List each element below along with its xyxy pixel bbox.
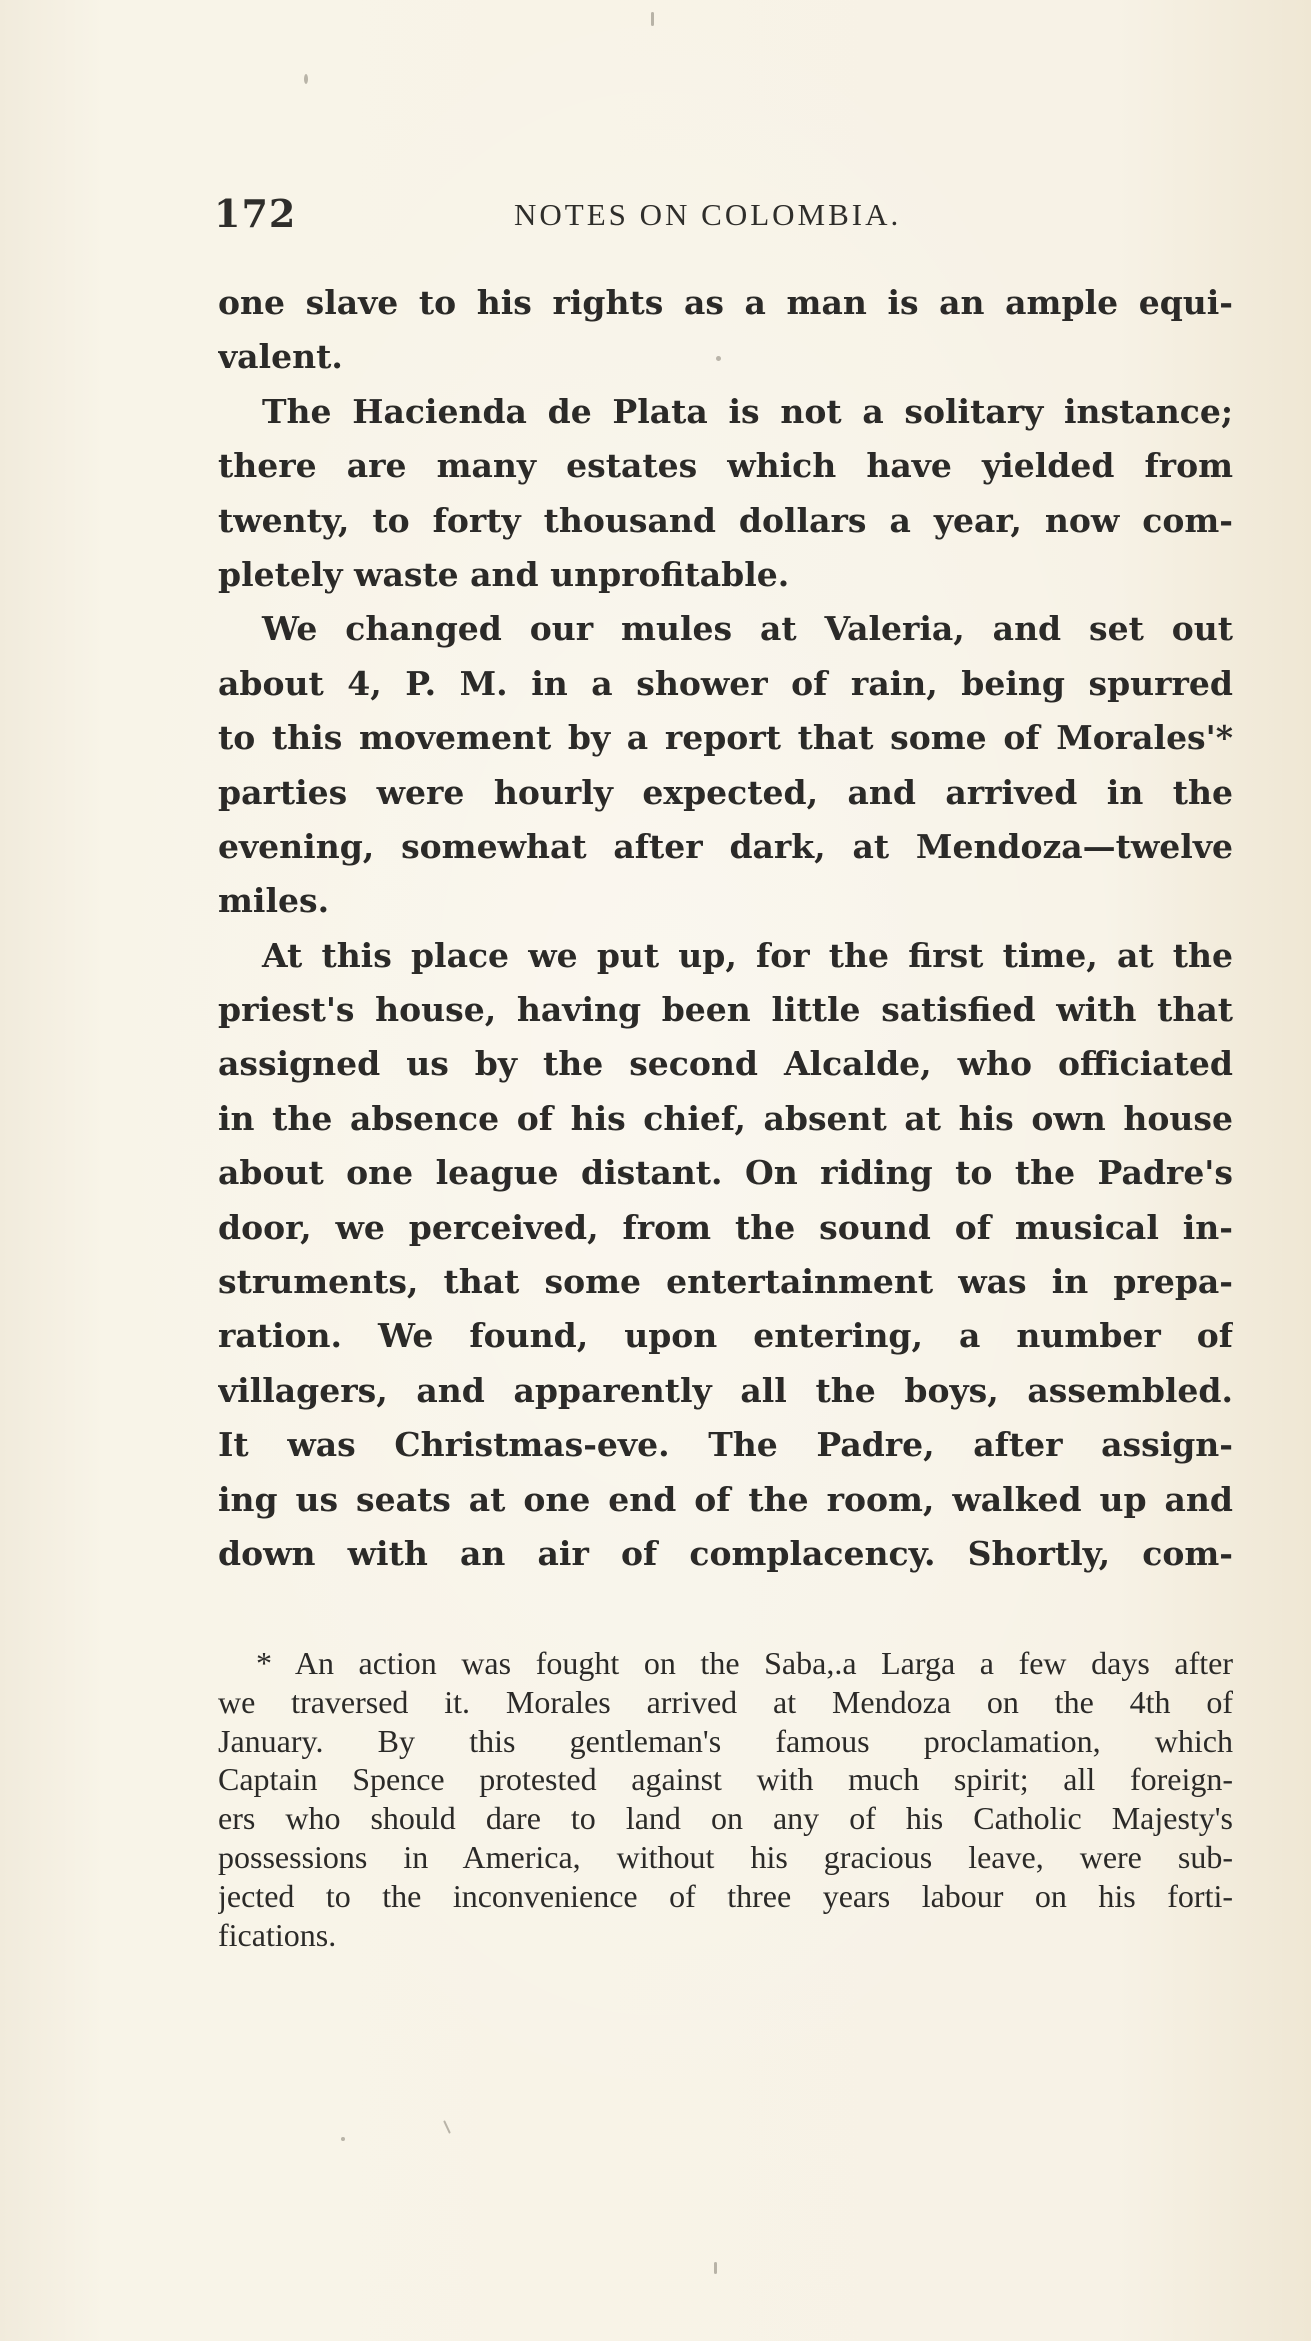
footnote-line: jected to the inconvenience of three years labour on his forti- [218,1877,1233,1914]
footnote-line: * An action was fought on the Saba,.a Larga a few days after [256,1645,1233,1681]
text-line: ing us seats at one end of the room, walked up and [218,1479,1233,1519]
text-line: villagers, and apparently all the boys, assembled. [218,1370,1233,1410]
paper-speck [714,2262,717,2274]
text-line: down with an air of complacency. Shortly, com- [218,1533,1233,1573]
text-line: in the absence of his chief, absent at his own house [218,1098,1233,1138]
page-header [214,191,1134,241]
paper-speck [304,74,308,84]
paper-speck [716,356,721,361]
body-text [218,276,1233,1581]
text-line: about one league distant. On riding to the Padre's [218,1153,1233,1193]
text-line: twenty, to forty thousand dollars a year, now com- [218,500,1233,540]
footnote-line: possessions in America, without his gracious leave, were sub- [218,1838,1233,1875]
text-line: priest's house, having been little satisfied with that [218,990,1233,1030]
text-line: assigned us by the second Alcalde, who officiated [218,1044,1233,1084]
text-line: The Hacienda de Plata is not a solitary instance; [262,391,1233,431]
text-line: there are many estates which have yielded from [218,446,1233,486]
running-head: NOTES ON COLOMBIA. [514,197,902,232]
page-number: 172 [214,191,297,236]
text-line: about 4, P. M. in a shower of rain, being spurred [218,663,1233,703]
footnote [218,1644,1233,1954]
text-line: valent. [218,337,343,377]
text-line: We changed our mules at Valeria, and set out [262,609,1233,649]
text-line: to this movement by a report that some of Morales'* [218,718,1233,758]
footnote-line: we traversed it. Morales arrived at Mendoza on the 4th of [218,1683,1233,1720]
footnote-line: ers who should dare to land on any of his Catholic Majesty's [218,1800,1233,1837]
text-line: It was Christmas-eve. The Padre, after assign- [218,1425,1233,1465]
footnote-line: January. By this gentleman's famous proclamation, which [218,1722,1233,1759]
text-line: parties were hourly expected, and arrived in the [218,772,1233,812]
paper-speck [443,2120,451,2134]
paper-speck [651,12,654,26]
text-line: ration. We found, upon entering, a number of [218,1316,1233,1356]
footnote-line: fications. [218,1916,337,1953]
text-line: miles. [218,881,330,921]
text-line: evening, somewhat after dark, at Mendoza—twelve [218,826,1233,866]
text-line: At this place we put up, for the first time, at the [262,935,1233,975]
text-line: door, we perceived, from the sound of musical in- [218,1207,1233,1247]
text-line: pletely waste and unprofitable. [218,554,790,594]
footnote-line: Captain Spence protested against with much spirit; all foreign- [218,1761,1233,1798]
paper-speck [341,2137,345,2141]
text-line: one slave to his rights as a man is an ample equi- [218,283,1233,322]
text-line: struments, that some entertainment was in prepa- [218,1262,1233,1302]
